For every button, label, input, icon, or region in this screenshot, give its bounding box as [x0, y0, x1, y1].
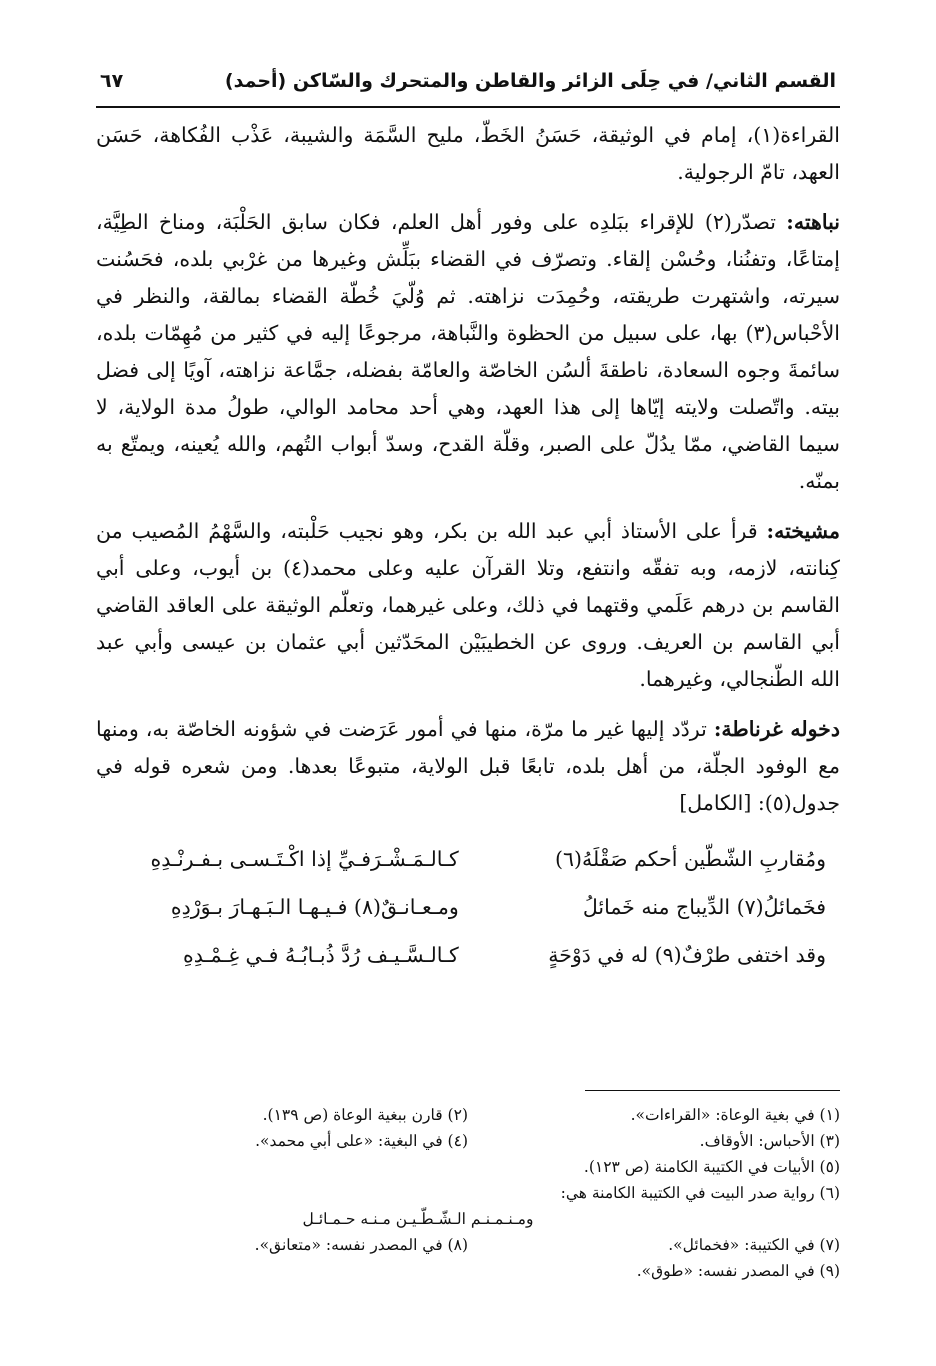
verse-second-hemistich: كـالـمَـشْـرَفـيِّ إذا اكْـتَـسـى بـفـرنْـدِهِ [150, 846, 459, 871]
header-rule [96, 106, 840, 108]
footnote: (٤) في البغية: «على أبي محمد». [255, 1132, 468, 1150]
footnote: (٨) في المصدر نفسه: «متعانق». [254, 1236, 468, 1254]
footnote: (٥) الأبيات في الكتيبة الكامنة (ص ١٢٣). [583, 1158, 840, 1176]
footnote: (٦) رواية صدر البيت في الكتيبة الكامنة هي: [560, 1184, 840, 1202]
poem-verse [96, 883, 840, 931]
verse-first-hemistich: فخَمائلُ(٧) الدِّيباج منه خَمائلُ [582, 894, 826, 919]
page-number: ٦٧ [100, 70, 124, 92]
footnote-row [96, 1128, 840, 1154]
footnotes [96, 1102, 840, 1284]
footnote: (٣) الأحباس: الأوقاف. [699, 1132, 840, 1150]
main-text [96, 117, 840, 979]
paragraph-dukhuluh: دخوله غرناطة: تردّد إليها غير ما مرّة، منها في أمور عَرَضت في شؤونه الخاصّة به، ومنها مع الوفود الجلّة، من أهل بلده، تابعًا قبل الولاية، متبوعًا بعدها. ومن شعره قوله في جدول(٥): [الكامل] [96, 717, 840, 815]
footnote: (٩) في المصدر نفسه: «طوق». [636, 1262, 840, 1280]
poem-verse [96, 835, 840, 883]
footnote: (٢) قارن ببغية الوعاة (ص ١٣٩). [262, 1106, 468, 1124]
footnote-rule [585, 1090, 840, 1091]
paragraph-mashyakhatuh: مشيخته: قرأ على الأستاذ أبي عبد الله بن بكر، وهو نجيب حَلْبته، والسَّهْمُ المُصيب من كِنانته، لازمه، وبه تفقّه وانتفع، وتلا القرآن عليه وعلى محمد(٤) بن أيوب، وعلى أبي القاسم بن درهم عَلَمي وقتهما في ذلك، وعلى غيرهما، وتعلّم الوثيقة على العاقد القاضي أبي القاسم بن العريف. وروى عن الخطيبَيْن المحَدّثين أبي عثمان بن عيسى وأبي عبد الله الطّنجالي، وغيرهما. [96, 519, 840, 691]
section-label: دخوله غرناطة: [713, 717, 840, 741]
verse-first-hemistich: ومُقاربِ الشّطّين أحكم صَقْلَهُ(٦) [555, 846, 826, 871]
verse-first-hemistich: وقد اختفى طرْفٌ(٩) له في دَوْحَةٍ [548, 942, 826, 967]
paragraph-intro: القراءة(١)، إمام في الوثيقة، حَسَنُ الخَطّ، مليح السَّمَة والشيبة، عَذْب الفُكاهة، حَسَن العهد، تامّ الرجولية. [96, 123, 840, 184]
footnote-verse: ومـنـمـنـم الـشّـطّـيـن مـنـه حـمـائـل [302, 1210, 534, 1228]
verse-second-hemistich: ومـعـانـقٌ(٨) فـيـهـا الـبَـهـارَ بـوَرْدِهِ [170, 894, 459, 919]
footnote-row [96, 1102, 840, 1128]
header-title: القسم الثاني/ في حِلَى الزائر والقاطن والمتحرك والسّاكن (أحمد) [224, 70, 836, 92]
section-label: نباهته: [786, 210, 840, 234]
poem [96, 835, 840, 979]
footnote: (١) في بغية الوعاة: «القراءات». [630, 1106, 840, 1124]
running-header [100, 62, 836, 100]
footnote: (٧) في الكتيبة: «فخمائل». [668, 1236, 840, 1254]
paragraph-nabahatuh: نباهته: تصدّر(٢) للإقراء ببَلدِه على وفور أهل العلم، فكان سابق الحَلْبَة، ومناخ الطِيَّة، إمتاعًا، وتفنُنا، وحُسْن إلقاء. وتصرّف في القضاء ببَلِّش وغيرها من غرْبي بلده، فحَسُنت سيرته، واشتهرت طريقته، وحُمِدَت نزاهته. ثم وُلّيَ خُطّة القضاء بمالقة، والنظر في الأحْباس(٣) بها، على سبيل من الحظوة والنَّباهة، مرجوعًا إليه في كثير من مُهِمّات بلده، سائمةَ وجوه السعادة، ناطقةَ ألسُن الخاصّة والعامّة بفضله، جمَّاعة نزاهته، آويًا إلى فضل بيته. واتّصلت ولايته إيّاها إلى هذا العهد، وهي أحد محامد الوالي، طولُ مدة الولاية، لا سيما القاضي، ممّا يدُلّ على الصبر، وقلّة القدح، وسدّ أبواب التُهم، والله يُعينه، ويمتّع به بمنّه. [96, 210, 840, 493]
verse-second-hemistich: كـالـسَّـيـف رُدَّ ذُبـابُـهُ فـي غِـمْـدِهِ [182, 942, 459, 967]
poem-verse [96, 931, 840, 979]
section-label: مشيخته: [766, 519, 840, 543]
footnote-row [96, 1232, 840, 1258]
